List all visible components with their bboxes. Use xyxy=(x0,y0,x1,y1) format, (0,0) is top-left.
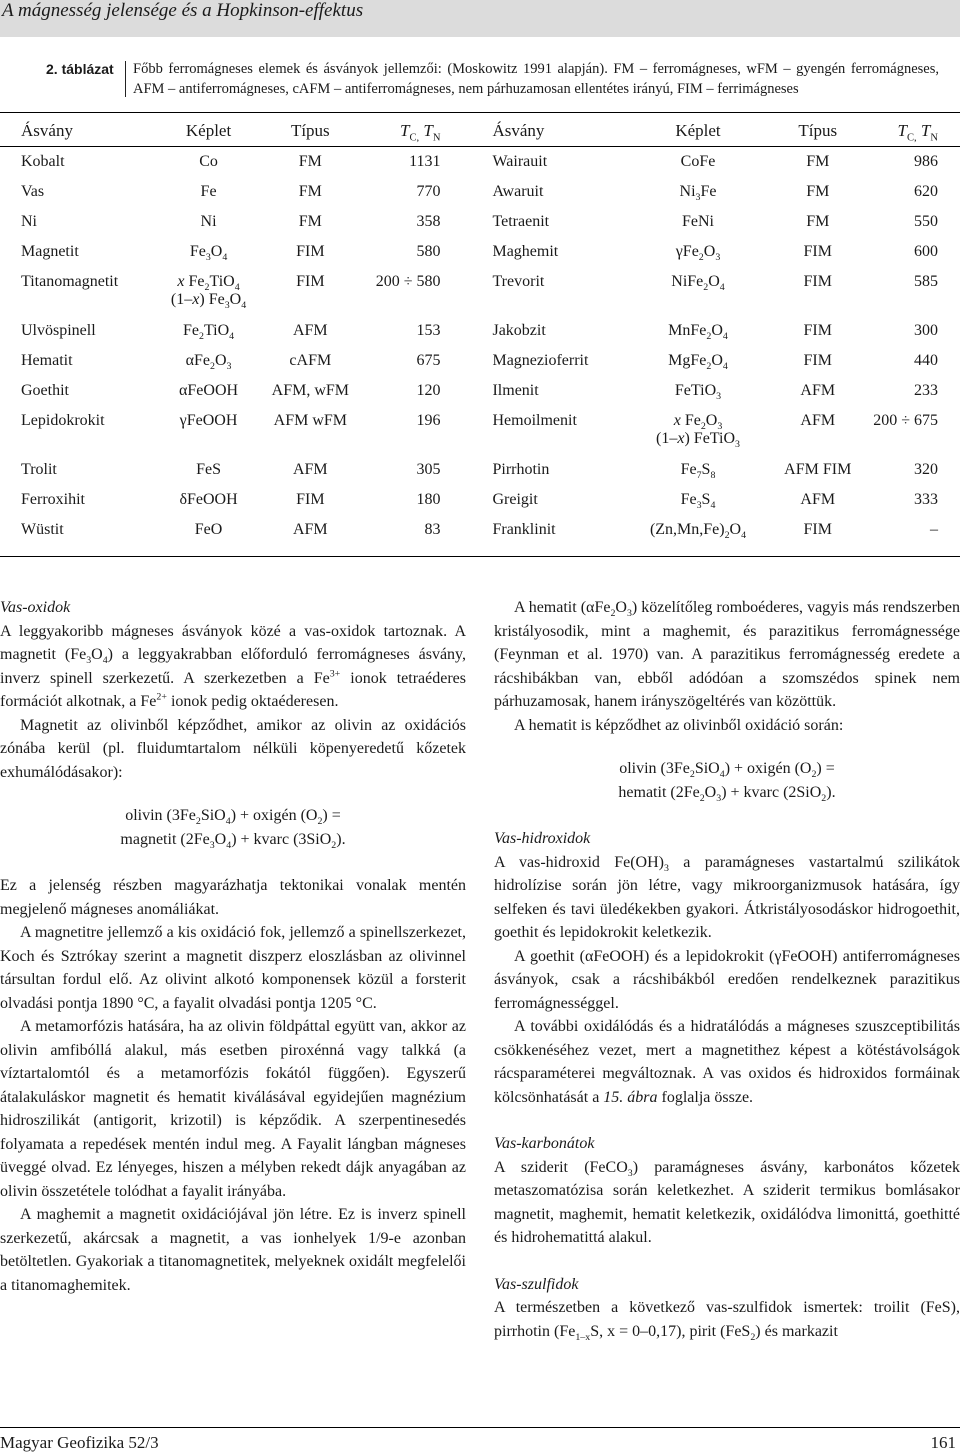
table-cell: 196 xyxy=(416,412,441,429)
paragraph: A goethit (αFeOOH) és a lepidokrokit (γFeOOH) antiferromágneses ásványok, csak a rácshibákból eredően rendelkeznek parazitikus ferromágnességgel. xyxy=(494,947,960,1012)
section-heading: Vas-hidroxidok xyxy=(494,830,591,847)
table-cell: $Fe_3O_4$ xyxy=(189,243,228,264)
paragraph: A hematit is képződhet az olivinből oxidáció során: xyxy=(514,716,844,734)
table-cell: AFM xyxy=(800,412,836,429)
table-cell: FM xyxy=(298,213,322,230)
equation-line: hematit $(2Fe_2O_3)$ + kvarc (2SiO$_2$). xyxy=(618,784,836,805)
table-row xyxy=(0,346,960,376)
table-row xyxy=(0,316,960,346)
table-cell: Kobalt xyxy=(21,153,65,170)
page-footer xyxy=(0,1427,960,1455)
paragraph: A vas-hidroxid $Fe(OH)_3$ a paramágneses vastartalmú szilikátok hidrolízise során jön létre, vagy mikroorganizmusok hatására, így selfeken és tavi üledékekben gyakori. Átkristályosodáskor hidrogoethit, goethit és lepidokrokit keletkezik. xyxy=(494,853,960,941)
table-row xyxy=(0,207,960,237)
table-cell: Wüstit xyxy=(21,521,64,538)
table-bottom-rule xyxy=(0,556,960,557)
table-cell: $NiFe_2O_4$ xyxy=(671,273,725,294)
table-cell: Franklinit xyxy=(492,521,556,538)
table-cell: FIM xyxy=(803,243,832,260)
spacer xyxy=(494,1250,960,1273)
table-cell: FM xyxy=(806,183,830,200)
table-cell: $Fe_2TiO_4$ xyxy=(182,322,235,343)
header-cell: Ásvány xyxy=(492,121,545,140)
table-cell: AFM xyxy=(292,521,328,538)
table-cell: Greigit xyxy=(492,491,538,508)
table-cell: γFeOOH xyxy=(179,412,238,429)
section-heading: Vas-karbonátok xyxy=(494,1135,595,1152)
table-cell: Hematit xyxy=(21,352,73,369)
table-cell: FIM xyxy=(803,521,832,538)
table-cell: x $Fe_2O_3$ (1–x) FeTiO$_3$ xyxy=(656,412,740,451)
table-cell: AFM xyxy=(292,322,328,339)
table-row xyxy=(0,237,960,267)
paragraph: Magnetit az olivinből képződhet, amikor az olivin az oxidációs zónába kerül (pl. fluidumtartalom nélküli köpenyeredetű kőzetek exhumálódásakor): xyxy=(0,716,466,781)
table-cell: FIM xyxy=(296,273,325,290)
table-cell: δFeOOH xyxy=(179,491,238,508)
table-cell: 770 xyxy=(416,183,441,200)
table-cell: x $Fe_2TiO_4$ (1–x) $Fe_3O_4$ xyxy=(170,273,247,312)
table-cell: 83 xyxy=(424,521,441,538)
table-cell: Wairauit xyxy=(492,153,548,170)
paragraph: Ez a jelenség részben magyarázhatja tektonikai vonalak mentén megjelenő mágneses anomáliákat. xyxy=(0,877,466,918)
table-header-row xyxy=(0,118,960,147)
section-heading: Vas-szulfidok xyxy=(494,1275,579,1293)
table-row xyxy=(0,515,960,545)
table-cell: – xyxy=(930,521,938,538)
table-cell: AFM xyxy=(800,491,836,508)
table-cell: αFeOOH xyxy=(179,382,239,399)
header-cell: Típus xyxy=(290,121,330,140)
table-cell: 200 ÷ 675 xyxy=(873,412,938,429)
table-cell: $MgFe_2O_4$ xyxy=(668,352,728,373)
header-cell: $T_{C,}$ $T_N$ xyxy=(897,121,938,144)
table-row xyxy=(0,267,960,316)
table-cell: AFM xyxy=(800,382,836,399)
header-cell: Típus xyxy=(798,121,838,140)
paragraph: A maghemit a magnetit oxidációjával jön létre. Ez is inverz spinell szerkezetű, akárcsak a magnetit, a vas ionhelyek 1/9-e azonban betöltetlen. Gyakoriak a titanomagnetitek, melyeknek oxidált megfelelői a titanomaghemitek. xyxy=(0,1206,466,1294)
paragraph: A hematit $(\alpha Fe_2O_3)$ közelítőleg romboéderes, vagyis más rendszerben kristályosodik, mint a maghemit, és parazitikus ferromágnessége (Feynman et al. 1970) van. A parazitikus ferromágnesség eredete a rácshibákban van, ebből adódóan a szomszédos spinek nem párhuzamosak, hanem irányszögeltérés van közöttük. xyxy=(494,599,960,710)
header-cell: Ásvány xyxy=(21,121,73,140)
table-cell: Ferroxihit xyxy=(21,491,85,508)
table-row xyxy=(0,147,960,177)
table-cell: Magnezioferrit xyxy=(492,352,589,369)
table-cell: $\gamma Fe_2O_3$ xyxy=(675,243,721,264)
table-cell: cAFM xyxy=(289,352,332,369)
equation xyxy=(494,757,960,805)
table-cell: FeTiO$_3$ xyxy=(674,382,722,403)
table-cell: Co xyxy=(199,153,218,170)
paragraph: A természetben a következő vas-szulfidok ismertek: troilit (FeS), pirrhotin ($Fe_{1-x}S$, x = 0–0,17), pirit (FeS$_2$) és markazit xyxy=(494,1299,960,1343)
section-heading: Vas-oxidok xyxy=(0,599,71,616)
table-cell: FM xyxy=(298,183,322,200)
table-cell: Tetraenit xyxy=(492,213,550,230)
table-cell: FIM xyxy=(296,491,325,508)
table-cell: AFM FIM xyxy=(784,461,852,478)
table-body xyxy=(0,147,960,545)
page-number: 161 xyxy=(930,1433,956,1452)
table-top-rule xyxy=(0,112,960,113)
table-cell: $Fe_7S_8$ xyxy=(680,461,716,482)
table-cell: FM xyxy=(806,153,830,170)
paragraph: A metamorfózis hatására, ha az olivin földpáttal együtt van, akkor az olivin amfibóllá alakul, más esetben piroxénná vagy talkká (a víztartalomtól és a metamorfózis fokától függően). Egyszerű átalakuláskor magnetit és hematit kiválásával egyidejűen magnézium hidroszilikát (antigorit, krizotil) is képződik. A szerpentinesedés folyamata a repedések mentén indul meg. A Fayalit lángban mágneses üveggé olvad. Ez lényeges, hiszen a mélyben rekedt dájk anyagában az olivin összetétele tolódhat a fayalit irányába. xyxy=(0,1018,466,1200)
table-cell: 320 xyxy=(914,461,938,478)
table-cell: 153 xyxy=(416,322,441,339)
minerals-table xyxy=(0,118,960,545)
table-caption-text: Főbb ferromágneses elemek és ásványok jellemzői: (Moskowitz 1991 alapján). FM – ferromágneses, wFM – gyengén ferromágneses, AFM – antiferromágneses, cAFM – antiferromágneses, nem párhuzamosan ellentétes irányú, FIM – ferrimágneses xyxy=(133,61,939,97)
table-cell: Lepidokrokit xyxy=(21,412,105,429)
table-cell: AFM, wFM xyxy=(271,382,349,399)
footer-rule xyxy=(0,1427,960,1428)
table-cell: FM xyxy=(806,213,830,230)
equation xyxy=(0,804,466,852)
equation-line: olivin $(3Fe_2SiO_4)$ + oxigén $(O_2)$ = xyxy=(619,760,835,781)
table-cell: 585 xyxy=(914,273,938,290)
paragraph: A magnetitre jellemző a kis oxidáció fok, jellemző a spinellszerkezet, Koch és Sztrókay szerint a magnetit diszperz eloszlásban az olivinnel társultan fordul elő. Az olivint alkotó komponensek közül a forsterit olvadási pontja 1890 °C, a fayalit olvadási pontja 1205 °C. xyxy=(0,924,466,1012)
table-cell: 440 xyxy=(914,352,938,369)
equation-line: magnetit $(2Fe_3O_4)$ + kvarc (3SiO$_2$). xyxy=(120,831,346,852)
left-column xyxy=(0,596,466,1297)
table-cell: 550 xyxy=(914,213,938,230)
table-cell: FIM xyxy=(803,322,832,339)
table-cell: FeS xyxy=(196,461,221,478)
table-cell: Ulvöspinell xyxy=(21,322,96,339)
table-cell: Fe xyxy=(200,183,217,200)
table-cell: 120 xyxy=(416,382,441,399)
table-cell: 620 xyxy=(914,183,938,200)
table-cell: 200 ÷ 580 xyxy=(375,273,441,290)
table-cell: Ni xyxy=(21,213,37,230)
table-cell: Ilmenit xyxy=(492,382,539,399)
table-cell: 300 xyxy=(914,322,938,339)
table-cell: CoFe xyxy=(680,153,716,170)
table-cell: Titanomagnetit xyxy=(21,273,119,290)
table-cell: 580 xyxy=(416,243,441,260)
table-cell: 233 xyxy=(914,382,938,399)
table-cell: 305 xyxy=(416,461,441,478)
table-cell: Pirrhotin xyxy=(492,461,550,478)
table-cell: AFM wFM xyxy=(273,412,347,429)
table-cell: $\alpha Fe_2O_3$ xyxy=(185,352,232,373)
table-cell: Jakobzit xyxy=(492,322,546,339)
table-cell: FeO xyxy=(194,521,223,538)
table-cell: FIM xyxy=(803,273,832,290)
equation-line: olivin $(3Fe_2SiO_4)$ + oxigén $(O_2)$ = xyxy=(125,807,341,828)
table-row xyxy=(0,485,960,515)
table-row xyxy=(0,177,960,207)
running-head-title: A mágnesség jelensége és a Hopkinson-effektus xyxy=(2,0,364,21)
table-cell: AFM xyxy=(292,461,328,478)
caption-divider xyxy=(125,61,126,97)
table-cell: 675 xyxy=(416,352,441,369)
table-cell: FM xyxy=(298,153,322,170)
right-column xyxy=(494,596,960,1343)
table-cell: Vas xyxy=(21,183,45,200)
table-cell: 333 xyxy=(914,491,938,508)
paragraph: A további oxidálódás és a hidratálódás a mágneses szuszceptibilitás csökkenéséhez vezet, mert a magnetithez képest a kötéstávolságok rácsparaméterei megváltoznak. A vas oxidos és hidroxidos formáinak kölcsönhatását a 15. ábra foglalja össze. xyxy=(494,1018,960,1106)
table-cell: Magnetit xyxy=(21,243,79,260)
table-row xyxy=(0,406,960,455)
table-cell: FIM xyxy=(296,243,325,260)
table-cell: FeNi xyxy=(682,213,714,230)
table-cell: 986 xyxy=(914,153,938,170)
table-cell: $Fe_3S_4$ xyxy=(680,491,716,512)
table-cell: Ni xyxy=(200,213,217,230)
table-cell: Trevorit xyxy=(492,273,545,290)
table-cell: Maghemit xyxy=(492,243,559,260)
journal-issue: Magyar Geofizika 52/3 xyxy=(0,1433,159,1452)
table-cell: 358 xyxy=(416,213,441,230)
table-cell: $(Zn,Mn,Fe)_2O_4$ xyxy=(649,521,747,542)
header-cell: Képlet xyxy=(675,121,721,140)
table-caption xyxy=(0,55,960,105)
table-cell: $MnFe_2O_4$ xyxy=(668,322,728,343)
running-head xyxy=(0,0,960,37)
table-cell: 600 xyxy=(914,243,938,260)
paragraph: A leggyakoribb mágneses ásványok közé a vas-oxidok tartoznak. A magnetit $(Fe_3O_4)$ a leggyakrabban előforduló ferromágneses ásvány, inverz spinell szerkezetű. A szerkezetben a $Fe^{3+}$ ionok tetraéderes formációt alkotnak, a $Fe^{2+}$ ionok pedig oktaéderesen. xyxy=(0,622,467,710)
spacer xyxy=(494,1109,960,1132)
table-row xyxy=(0,455,960,485)
paragraph: A sziderit (FeCO$_3$) paramágneses ásvány, karbonátos kőzetek metaszomatózisa során keletkezhet. A sziderit termikus bomlásakor magnetit, maghemit, hematit keletkezik, oxidálódva limonittá, goethitté és hidrohematittá alakul. xyxy=(494,1158,960,1246)
table-cell: 1131 xyxy=(409,153,441,170)
table-cell: $Ni_3Fe$ xyxy=(679,183,717,204)
table-caption-label: 2. táblázat xyxy=(46,61,114,77)
table-cell: Trolit xyxy=(21,461,57,478)
header-cell: $T_{C,}$ $T_N$ xyxy=(400,121,441,144)
table-cell: Hemoilmenit xyxy=(492,412,577,429)
table-cell: 180 xyxy=(416,491,441,508)
header-cell: Képlet xyxy=(185,121,232,140)
table-cell: Goethit xyxy=(21,382,69,399)
table-cell: Awaruit xyxy=(492,183,544,200)
table-row xyxy=(0,376,960,406)
table-cell: FIM xyxy=(803,352,832,369)
